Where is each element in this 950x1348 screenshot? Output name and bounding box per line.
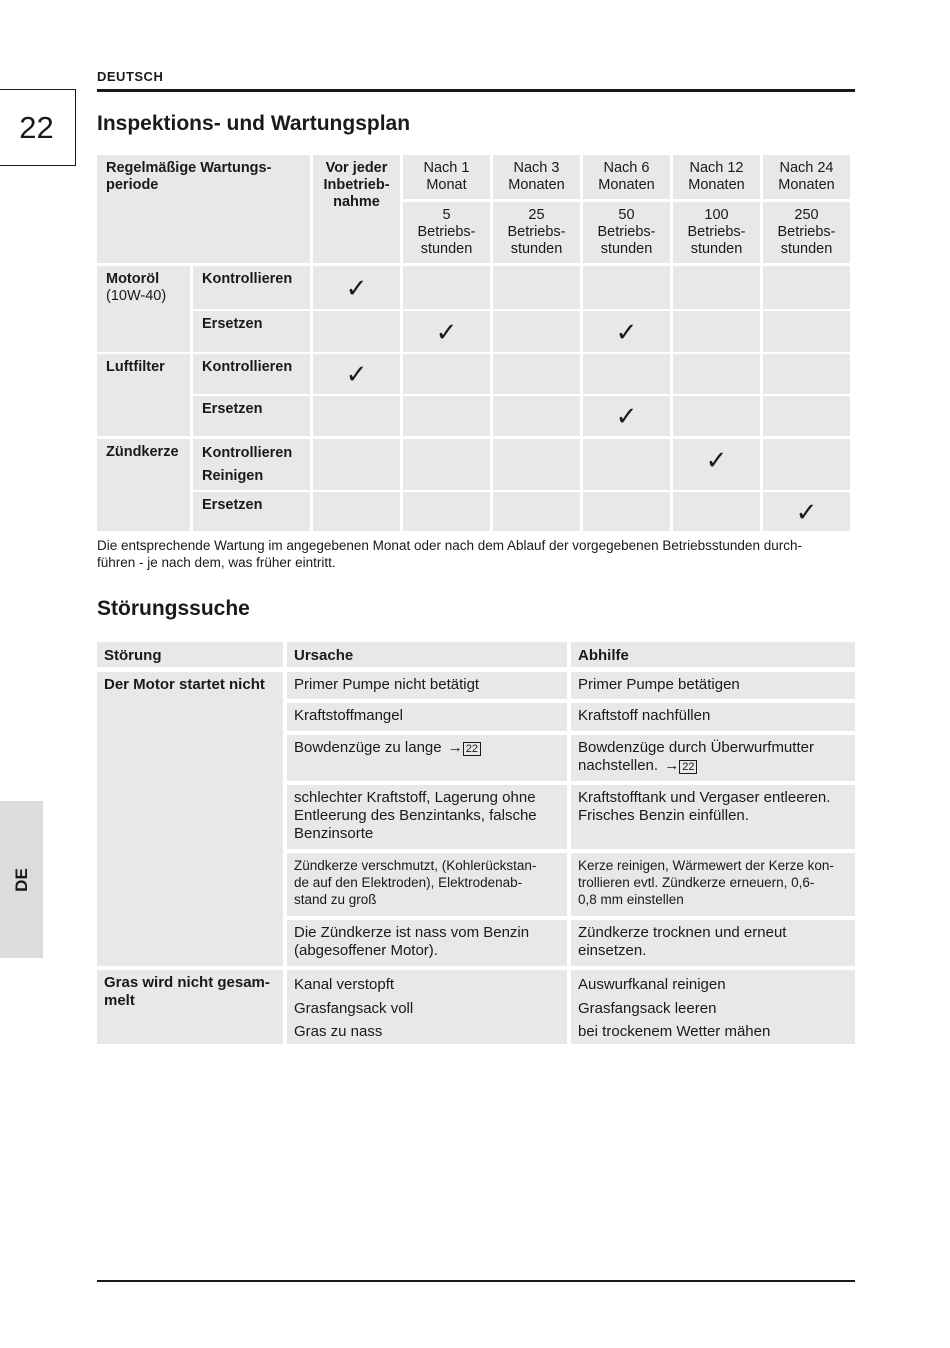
group-motor-oil — [97, 266, 190, 352]
empty-cell — [403, 396, 490, 436]
empty-cell — [403, 492, 490, 531]
remedy-flooded: Zündkerze trocknen und erneut einsetzen. — [571, 920, 855, 966]
remedy-cables-line2: nachstellen. — [578, 757, 659, 774]
action-replace-oil: Ersetzen — [193, 311, 310, 352]
inspection-title: Inspektions- und Wartungsplan — [97, 112, 411, 135]
cause-grass-line: Kanal verstopft — [294, 976, 395, 993]
check-mark: ✓ — [583, 396, 670, 436]
bottom-divider — [97, 1280, 855, 1282]
empty-cell — [493, 354, 580, 394]
empty-cell — [313, 492, 400, 531]
empty-cell — [583, 439, 670, 490]
page-reference-number: 22 — [463, 742, 481, 756]
header-month-1: Nach 1 Monat — [403, 155, 490, 199]
group-air-filter: Luftfilter — [97, 354, 190, 436]
language-tab — [0, 801, 43, 958]
action-check-oil: Kontrollieren — [193, 266, 310, 309]
empty-cell — [313, 439, 400, 490]
action-replace-filter: Ersetzen — [193, 396, 310, 436]
cause-cables — [287, 735, 567, 781]
language-tab-label: DE — [11, 867, 31, 892]
page-reference-number: 22 — [679, 760, 697, 774]
empty-cell — [403, 439, 490, 490]
group-sub: (10W-40) — [106, 288, 167, 304]
empty-cell — [763, 396, 850, 436]
check-mark: ✓ — [403, 311, 490, 352]
empty-cell — [673, 492, 760, 531]
empty-cell — [583, 354, 670, 394]
empty-cell — [493, 266, 580, 309]
header-before-each: Vor jeder Inbetrieb- nahme — [313, 155, 400, 263]
header-month-24: Nach 24 Monaten — [763, 155, 850, 199]
cause-flooded: Die Zündkerze ist nass vom Benzin (abgesoffener Motor). — [287, 920, 567, 966]
remedy-bad-fuel: Kraftstofftank und Vergaser entleeren. Frisches Benzin einfüllen. — [571, 785, 855, 849]
remedy-primer: Primer Pumpe betätigen — [571, 672, 855, 699]
cause-grass-line: Grasfangsack voll — [294, 999, 414, 1017]
empty-cell — [493, 492, 580, 531]
section-label: DEUTSCH — [97, 69, 164, 84]
header-cause: Ursache — [287, 642, 567, 667]
empty-cell — [763, 439, 850, 490]
problem-grass-not-collected: Gras wird nicht gesam- melt — [97, 970, 283, 1044]
group-spark-plug: Zündkerze — [97, 439, 190, 531]
header-hours-100: 100 Betriebs- stunden — [673, 202, 760, 263]
check-mark: ✓ — [763, 492, 850, 531]
check-mark: ✓ — [313, 354, 400, 394]
empty-cell — [763, 354, 850, 394]
header-period: Regelmäßige Wartungs- periode — [97, 155, 310, 263]
header-remedy: Abhilfe — [571, 642, 855, 667]
cause-grass — [287, 970, 567, 1044]
empty-cell — [403, 354, 490, 394]
empty-cell — [493, 311, 580, 352]
check-mark: ✓ — [583, 311, 670, 352]
header-hours-25: 25 Betriebs- stunden — [493, 202, 580, 263]
action-replace-plug: Ersetzen — [193, 492, 310, 531]
remedy-cables — [571, 735, 855, 781]
page-number: 22 — [0, 89, 76, 166]
remedy-cables-line1: Bowdenzüge durch Überwurfmutter — [578, 739, 814, 756]
remedy-dirty-plug: Kerze reinigen, Wärmewert der Kerze kon- trollieren evtl. Zündkerze erneuern, 0,6- 0,8 mm einstellen — [571, 853, 855, 916]
troubleshooting-title: Störungssuche — [97, 597, 250, 620]
header-hours-250: 250 Betriebs- stunden — [763, 202, 850, 263]
remedy-grass-line: Auswurfkanal reinigen — [578, 976, 726, 993]
empty-cell — [583, 266, 670, 309]
empty-cell — [763, 266, 850, 309]
remedy-fuel-lack: Kraftstoff nachfüllen — [571, 703, 855, 731]
empty-cell — [673, 396, 760, 436]
cause-cables-text: Bowdenzüge zu lange — [294, 739, 442, 756]
empty-cell — [493, 396, 580, 436]
empty-cell — [313, 311, 400, 352]
cause-bad-fuel: schlechter Kraftstoff, Lagerung ohne Entleerung des Benzintanks, falsche Benzinsorte — [287, 785, 567, 849]
empty-cell — [403, 266, 490, 309]
action-check-clean-plug: Kontrollieren Reinigen — [193, 439, 310, 490]
group-name: Motoröl — [106, 271, 160, 287]
empty-cell — [763, 311, 850, 352]
header-problem: Störung — [97, 642, 283, 667]
header-hours-50: 50 Betriebs- stunden — [583, 202, 670, 263]
empty-cell — [493, 439, 580, 490]
remedy-grass — [571, 970, 855, 1044]
empty-cell — [673, 354, 760, 394]
cause-primer: Primer Pumpe nicht betätigt — [287, 672, 567, 699]
header-month-12: Nach 12 Monaten — [673, 155, 760, 199]
problem-engine-no-start: Der Motor startet nicht — [97, 672, 283, 966]
check-mark: ✓ — [313, 266, 400, 309]
header-month-3: Nach 3 Monaten — [493, 155, 580, 199]
cause-fuel-lack: Kraftstoffmangel — [287, 703, 567, 731]
page-reference-icon: → 22 — [664, 760, 697, 773]
page-reference-icon: → 22 — [448, 742, 481, 755]
remedy-grass-line: Grasfangsack leeren — [578, 999, 717, 1017]
empty-cell — [673, 266, 760, 309]
header-month-6: Nach 6 Monaten — [583, 155, 670, 199]
header-hours-5: 5 Betriebs- stunden — [403, 202, 490, 263]
action-check-filter: Kontrollieren — [193, 354, 310, 394]
top-divider — [97, 89, 855, 92]
check-mark: ✓ — [673, 439, 760, 490]
maintenance-note: Die entsprechende Wartung im angegebenen Monat oder nach dem Ablauf der vorgegebenen Betriebsstunden durch- führen - je nach dem, was früher eintritt. — [97, 538, 802, 570]
empty-cell — [673, 311, 760, 352]
cause-grass-line: Gras zu nass — [294, 1023, 383, 1040]
remedy-grass-line: bei trockenem Wetter mähen — [578, 1023, 771, 1040]
empty-cell — [583, 492, 670, 531]
empty-cell — [313, 396, 400, 436]
cause-dirty-plug: Zündkerze verschmutzt, (Kohlerückstan- de auf den Elektroden), Elektrodenab- stand zu groß — [287, 853, 567, 916]
